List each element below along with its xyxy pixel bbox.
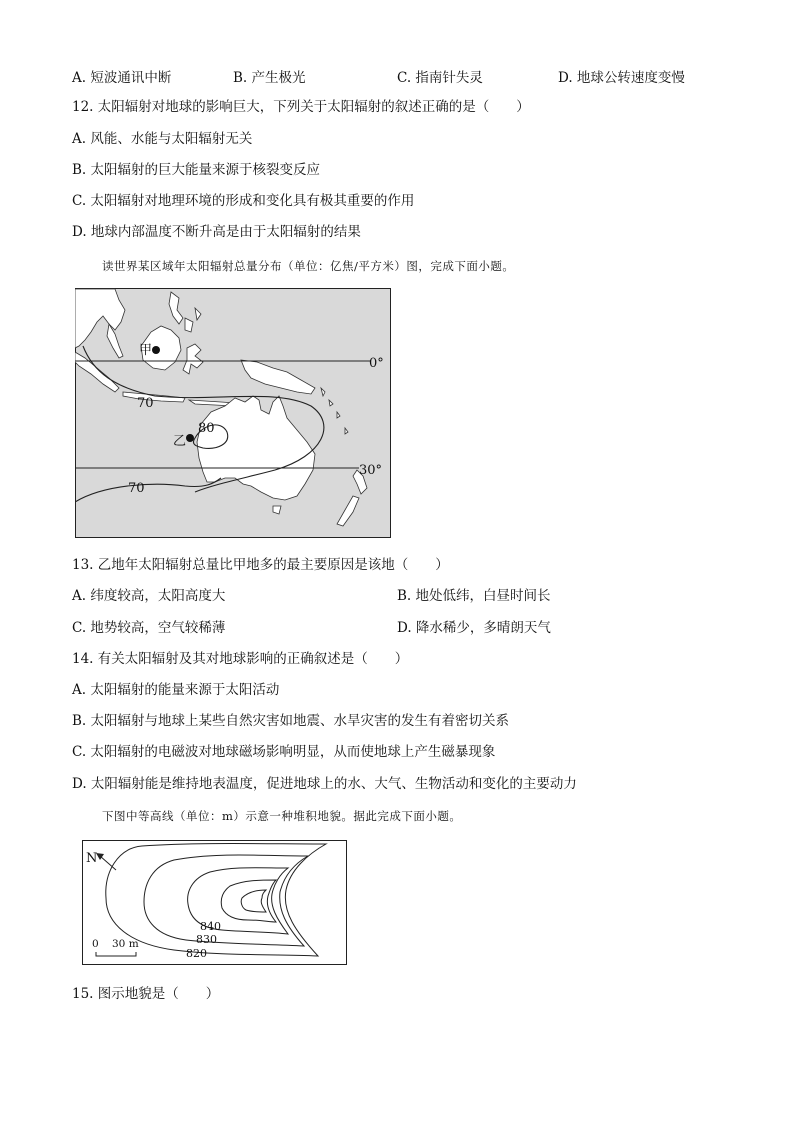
q11-option-b[interactable]: B. 产生极光 <box>233 70 306 86</box>
label-scale-zero: 0 <box>92 938 99 950</box>
label-north: N <box>86 851 98 866</box>
q12-option-d[interactable]: D. 地球内部温度不断升高是由于太阳辐射的结果 <box>72 224 361 240</box>
label-contour-820: 820 <box>186 947 207 960</box>
q14-option-b[interactable]: B. 太阳辐射与地球上某些自然灾害如地震、水旱灾害的发生有着密切关系 <box>72 713 510 729</box>
label-isoline-70-upper: 70 <box>137 396 154 411</box>
q14-option-c[interactable]: C. 太阳辐射的电磁波对地球磁场影响明显，从而使地球上产生磁暴现象 <box>72 744 496 760</box>
q11-options <box>72 66 722 86</box>
q12-option-b[interactable]: B. 太阳辐射的巨大能量来源于核裂变反应 <box>72 162 321 178</box>
label-lat-0: 0° <box>369 356 384 371</box>
label-jia: 甲 <box>139 343 153 358</box>
point-yi-marker <box>186 434 194 442</box>
q11-option-a[interactable]: A. 短波通讯中断 <box>72 70 172 86</box>
q13-option-b[interactable]: B. 地处低纬，白昼时间长 <box>397 588 551 604</box>
label-isoline-80: 80 <box>198 421 215 436</box>
label-contour-830: 830 <box>196 933 217 946</box>
point-jia-marker <box>152 346 160 354</box>
q12-stem: 12. 太阳辐射对地球的影响巨大，下列关于太阳辐射的叙述正确的是（ ） <box>72 99 530 115</box>
q12-option-c[interactable]: C. 太阳辐射对地理环境的形成和变化具有极其重要的作用 <box>72 193 415 209</box>
label-isoline-70-lower: 70 <box>128 481 145 496</box>
q11-option-d[interactable]: D. 地球公转速度变慢 <box>558 70 685 86</box>
contour-landform-map <box>82 840 348 966</box>
label-lat-30: 30° <box>359 463 383 478</box>
q14-option-d[interactable]: D. 太阳辐射能是维持地表温度，促进地球上的水、大气、生物活动和变化的主要动力 <box>72 776 577 792</box>
solar-radiation-map <box>75 288 391 538</box>
q15-stem: 15. 图示地貌是（ ） <box>72 986 220 1002</box>
label-yi: 乙 <box>173 434 187 449</box>
label-scale-length: 30 m <box>112 938 139 950</box>
map2-caption: 下图中等高线（单位：m）示意一种堆积地貌。据此完成下面小题。 <box>102 809 462 823</box>
q11-option-c[interactable]: C. 指南针失灵 <box>397 70 483 86</box>
q12-option-a[interactable]: A. 风能、水能与太阳辐射无关 <box>72 131 253 147</box>
q13-option-d[interactable]: D. 降水稀少，多晴朗天气 <box>397 620 551 636</box>
q13-option-c[interactable]: C. 地势较高，空气较稀薄 <box>72 620 226 636</box>
label-contour-840: 840 <box>200 920 221 933</box>
map1-caption: 读世界某区域年太阳辐射总量分布（单位：亿焦/平方米）图，完成下面小题。 <box>102 259 515 273</box>
q13-stem: 13. 乙地年太阳辐射总量比甲地多的最主要原因是该地（ ） <box>72 557 449 573</box>
q14-stem: 14. 有关太阳辐射及其对地球影响的正确叙述是（ ） <box>72 651 409 667</box>
q13-option-a[interactable]: A. 纬度较高，太阳高度大 <box>72 588 226 604</box>
q14-option-a[interactable]: A. 太阳辐射的能量来源于太阳活动 <box>72 682 280 698</box>
